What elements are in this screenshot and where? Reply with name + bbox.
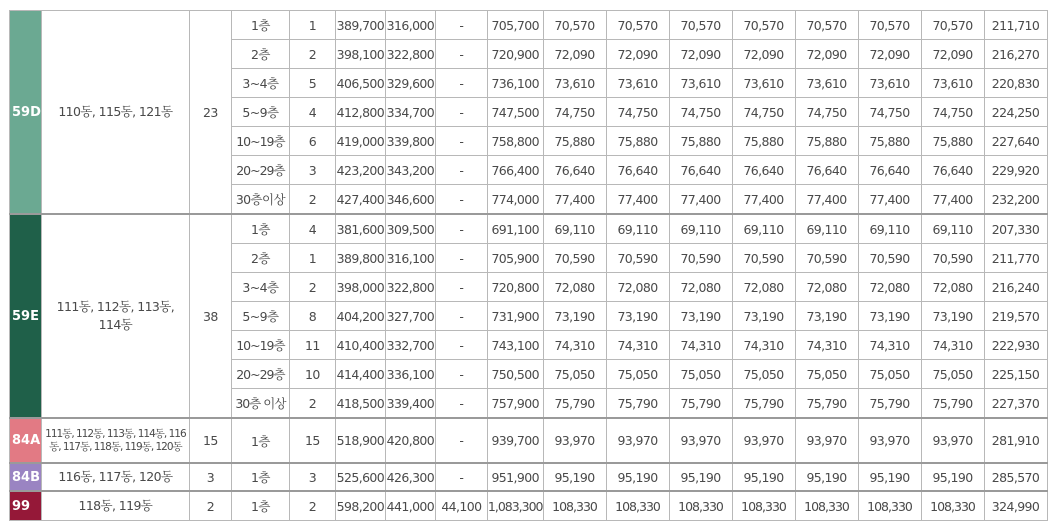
balance-amount: 216,240 (984, 273, 1047, 302)
payment-installment-6: 75,050 (858, 360, 921, 389)
payment-installment-3: 70,570 (669, 11, 732, 40)
payment-installment-7: 69,110 (921, 214, 984, 244)
payment-installment-3: 74,310 (669, 331, 732, 360)
unit-count: 4 (289, 98, 335, 127)
payment-installment-3: 73,610 (669, 69, 732, 98)
amount-col-1: 389,800 (335, 244, 385, 273)
payment-installment-1: 75,880 (543, 127, 606, 156)
payment-installment-6: 74,750 (858, 98, 921, 127)
amount-total: 691,100 (487, 214, 543, 244)
payment-installment-1: 69,110 (543, 214, 606, 244)
payment-installment-4: 75,790 (732, 389, 795, 419)
balance-amount: 224,250 (984, 98, 1047, 127)
amount-col-2: 334,700 (385, 98, 435, 127)
table-row (10, 418, 1048, 463)
payment-installment-1: 73,610 (543, 69, 606, 98)
payment-installment-5: 75,790 (795, 389, 858, 419)
payment-installment-7: 75,790 (921, 389, 984, 419)
amount-total: 774,000 (487, 185, 543, 215)
payment-installment-4: 75,880 (732, 127, 795, 156)
amount-col-1: 598,200 (335, 491, 385, 521)
payment-installment-4: 74,750 (732, 98, 795, 127)
payment-installment-6: 72,080 (858, 273, 921, 302)
payment-installment-7: 77,400 (921, 185, 984, 215)
amount-col-3: - (435, 127, 487, 156)
amount-col-3: 44,100 (435, 491, 487, 521)
amount-col-2: 332,700 (385, 331, 435, 360)
payment-installment-5: 93,970 (795, 418, 858, 463)
amount-col-1: 518,900 (335, 418, 385, 463)
amount-col-2: 336,100 (385, 360, 435, 389)
dong-list: 116동, 117동, 120동 (41, 463, 189, 491)
floor-range: 2층 (231, 244, 289, 273)
payment-installment-6: 72,090 (858, 40, 921, 69)
payment-installment-4: 95,190 (732, 463, 795, 491)
payment-installment-1: 95,190 (543, 463, 606, 491)
amount-total: 757,900 (487, 389, 543, 419)
floor-range: 5~9층 (231, 98, 289, 127)
payment-installment-4: 75,050 (732, 360, 795, 389)
amount-col-3: - (435, 244, 487, 273)
payment-installment-6: 95,190 (858, 463, 921, 491)
payment-installment-3: 72,090 (669, 40, 732, 69)
amount-total: 1,083,300 (487, 491, 543, 521)
payment-installment-4: 73,190 (732, 302, 795, 331)
payment-installment-7: 74,310 (921, 331, 984, 360)
payment-installment-5: 73,190 (795, 302, 858, 331)
floor-range: 5~9층 (231, 302, 289, 331)
amount-col-2: 316,000 (385, 11, 435, 40)
amount-total: 758,800 (487, 127, 543, 156)
floor-range: 30층이상 (231, 185, 289, 215)
payment-installment-3: 77,400 (669, 185, 732, 215)
amount-total: 736,100 (487, 69, 543, 98)
payment-installment-6: 69,110 (858, 214, 921, 244)
payment-installment-5: 72,090 (795, 40, 858, 69)
balance-amount: 285,570 (984, 463, 1047, 491)
payment-installment-5: 76,640 (795, 156, 858, 185)
payment-installment-3: 95,190 (669, 463, 732, 491)
balance-amount: 324,990 (984, 491, 1047, 521)
amount-total: 705,900 (487, 244, 543, 273)
floor-range: 10~19층 (231, 331, 289, 360)
payment-installment-4: 76,640 (732, 156, 795, 185)
amount-col-2: 322,800 (385, 273, 435, 302)
amount-col-1: 389,700 (335, 11, 385, 40)
floor-range: 1층 (231, 11, 289, 40)
payment-installment-5: 73,610 (795, 69, 858, 98)
amount-col-1: 423,200 (335, 156, 385, 185)
unit-type-badge: 84B (10, 463, 42, 491)
payment-installment-3: 108,330 (669, 491, 732, 521)
unit-count: 8 (289, 302, 335, 331)
payment-installment-1: 72,080 (543, 273, 606, 302)
unit-total: 2 (189, 491, 231, 521)
amount-total: 720,800 (487, 273, 543, 302)
payment-installment-5: 70,590 (795, 244, 858, 273)
amount-col-1: 410,400 (335, 331, 385, 360)
payment-installment-1: 70,590 (543, 244, 606, 273)
unit-count: 2 (289, 273, 335, 302)
amount-total: 766,400 (487, 156, 543, 185)
payment-installment-1: 108,330 (543, 491, 606, 521)
floor-range: 2층 (231, 40, 289, 69)
price-table-body (10, 11, 1048, 521)
payment-installment-7: 70,590 (921, 244, 984, 273)
unit-total: 15 (189, 418, 231, 463)
amount-col-2: 343,200 (385, 156, 435, 185)
payment-installment-6: 70,590 (858, 244, 921, 273)
payment-installment-6: 75,790 (858, 389, 921, 419)
unit-count: 15 (289, 418, 335, 463)
amount-col-2: 420,800 (385, 418, 435, 463)
unit-total: 23 (189, 11, 231, 215)
amount-col-1: 414,400 (335, 360, 385, 389)
unit-count: 11 (289, 331, 335, 360)
payment-installment-2: 75,050 (606, 360, 669, 389)
dong-list: 111동, 112동, 113동, 114동, 116동, 117동, 118동, 119동, 120동 (41, 418, 189, 463)
amount-total: 705,700 (487, 11, 543, 40)
amount-col-3: - (435, 331, 487, 360)
payment-installment-1: 72,090 (543, 40, 606, 69)
payment-installment-3: 72,080 (669, 273, 732, 302)
unit-count: 5 (289, 69, 335, 98)
unit-count: 6 (289, 127, 335, 156)
floor-range: 10~19층 (231, 127, 289, 156)
table-row (10, 11, 1048, 40)
balance-amount: 207,330 (984, 214, 1047, 244)
amount-col-3: - (435, 463, 487, 491)
payment-installment-3: 74,750 (669, 98, 732, 127)
payment-installment-7: 70,570 (921, 11, 984, 40)
payment-installment-3: 73,190 (669, 302, 732, 331)
payment-installment-6: 70,570 (858, 11, 921, 40)
payment-installment-1: 75,050 (543, 360, 606, 389)
unit-count: 2 (289, 40, 335, 69)
unit-type-badge: 99 (10, 491, 42, 521)
payment-installment-5: 72,080 (795, 273, 858, 302)
payment-installment-7: 75,880 (921, 127, 984, 156)
balance-amount: 225,150 (984, 360, 1047, 389)
amount-col-2: 339,800 (385, 127, 435, 156)
amount-col-3: - (435, 360, 487, 389)
payment-installment-2: 77,400 (606, 185, 669, 215)
payment-installment-7: 75,050 (921, 360, 984, 389)
amount-col-2: 309,500 (385, 214, 435, 244)
payment-installment-4: 93,970 (732, 418, 795, 463)
amount-col-1: 398,000 (335, 273, 385, 302)
balance-amount: 222,930 (984, 331, 1047, 360)
payment-installment-5: 74,750 (795, 98, 858, 127)
amount-col-3: - (435, 156, 487, 185)
amount-total: 939,700 (487, 418, 543, 463)
payment-installment-7: 93,970 (921, 418, 984, 463)
payment-installment-7: 108,330 (921, 491, 984, 521)
amount-col-3: - (435, 98, 487, 127)
amount-col-2: 426,300 (385, 463, 435, 491)
payment-installment-4: 70,590 (732, 244, 795, 273)
balance-amount: 229,920 (984, 156, 1047, 185)
floor-range: 20~29층 (231, 360, 289, 389)
balance-amount: 219,570 (984, 302, 1047, 331)
balance-amount: 227,640 (984, 127, 1047, 156)
payment-installment-1: 74,750 (543, 98, 606, 127)
table-row (10, 491, 1048, 521)
unit-count: 4 (289, 214, 335, 244)
payment-installment-3: 70,590 (669, 244, 732, 273)
unit-total: 3 (189, 463, 231, 491)
payment-installment-3: 93,970 (669, 418, 732, 463)
amount-col-3: - (435, 302, 487, 331)
payment-installment-5: 75,050 (795, 360, 858, 389)
payment-installment-2: 73,190 (606, 302, 669, 331)
payment-installment-5: 69,110 (795, 214, 858, 244)
payment-installment-6: 75,880 (858, 127, 921, 156)
payment-installment-2: 69,110 (606, 214, 669, 244)
payment-installment-6: 93,970 (858, 418, 921, 463)
amount-col-3: - (435, 40, 487, 69)
payment-installment-4: 73,610 (732, 69, 795, 98)
payment-installment-2: 74,750 (606, 98, 669, 127)
balance-amount: 211,710 (984, 11, 1047, 40)
payment-installment-7: 72,080 (921, 273, 984, 302)
payment-installment-4: 72,080 (732, 273, 795, 302)
payment-installment-7: 74,750 (921, 98, 984, 127)
amount-col-2: 316,100 (385, 244, 435, 273)
amount-col-1: 404,200 (335, 302, 385, 331)
balance-amount: 216,270 (984, 40, 1047, 69)
amount-col-3: - (435, 418, 487, 463)
payment-installment-7: 76,640 (921, 156, 984, 185)
payment-installment-4: 74,310 (732, 331, 795, 360)
amount-col-3: - (435, 185, 487, 215)
payment-installment-1: 70,570 (543, 11, 606, 40)
payment-installment-4: 70,570 (732, 11, 795, 40)
payment-installment-2: 75,880 (606, 127, 669, 156)
payment-installment-6: 77,400 (858, 185, 921, 215)
payment-installment-7: 73,190 (921, 302, 984, 331)
unit-type-badge: 84A (10, 418, 42, 463)
amount-total: 747,500 (487, 98, 543, 127)
unit-count: 10 (289, 360, 335, 389)
balance-amount: 232,200 (984, 185, 1047, 215)
amount-total: 731,900 (487, 302, 543, 331)
floor-range: 1층 (231, 463, 289, 491)
dong-list: 110동, 115동, 121동 (41, 11, 189, 215)
payment-installment-5: 70,570 (795, 11, 858, 40)
payment-installment-3: 75,880 (669, 127, 732, 156)
payment-installment-5: 108,330 (795, 491, 858, 521)
floor-range: 20~29층 (231, 156, 289, 185)
amount-col-2: 346,600 (385, 185, 435, 215)
payment-installment-4: 69,110 (732, 214, 795, 244)
payment-installment-2: 75,790 (606, 389, 669, 419)
payment-installment-5: 77,400 (795, 185, 858, 215)
amount-total: 743,100 (487, 331, 543, 360)
unit-type-badge: 59D (10, 11, 42, 215)
balance-amount: 227,370 (984, 389, 1047, 419)
payment-installment-1: 77,400 (543, 185, 606, 215)
dong-list: 111동, 112동, 113동, 114동 (41, 214, 189, 418)
payment-installment-3: 69,110 (669, 214, 732, 244)
unit-count: 1 (289, 244, 335, 273)
unit-count: 3 (289, 463, 335, 491)
amount-col-1: 406,500 (335, 69, 385, 98)
unit-count: 3 (289, 156, 335, 185)
payment-installment-1: 73,190 (543, 302, 606, 331)
payment-installment-4: 72,090 (732, 40, 795, 69)
payment-installment-2: 70,590 (606, 244, 669, 273)
payment-installment-3: 76,640 (669, 156, 732, 185)
amount-col-3: - (435, 273, 487, 302)
floor-range: 3~4층 (231, 273, 289, 302)
payment-installment-2: 74,310 (606, 331, 669, 360)
amount-col-1: 427,400 (335, 185, 385, 215)
amount-total: 720,900 (487, 40, 543, 69)
payment-installment-7: 95,190 (921, 463, 984, 491)
payment-installment-6: 76,640 (858, 156, 921, 185)
payment-installment-2: 76,640 (606, 156, 669, 185)
amount-col-2: 339,400 (385, 389, 435, 419)
amount-col-3: - (435, 11, 487, 40)
unit-count: 2 (289, 185, 335, 215)
payment-installment-2: 72,080 (606, 273, 669, 302)
floor-range: 1층 (231, 214, 289, 244)
unit-count: 1 (289, 11, 335, 40)
payment-installment-6: 73,610 (858, 69, 921, 98)
payment-installment-2: 72,090 (606, 40, 669, 69)
payment-installment-6: 73,190 (858, 302, 921, 331)
amount-col-2: 441,000 (385, 491, 435, 521)
amount-col-2: 329,600 (385, 69, 435, 98)
floor-range: 30층 이상 (231, 389, 289, 419)
price-table (9, 10, 1048, 521)
payment-installment-2: 108,330 (606, 491, 669, 521)
amount-col-1: 412,800 (335, 98, 385, 127)
amount-total: 750,500 (487, 360, 543, 389)
floor-range: 1층 (231, 491, 289, 521)
balance-amount: 220,830 (984, 69, 1047, 98)
payment-installment-5: 95,190 (795, 463, 858, 491)
payment-installment-6: 108,330 (858, 491, 921, 521)
payment-installment-5: 75,880 (795, 127, 858, 156)
unit-type-badge: 59E (10, 214, 42, 418)
payment-installment-6: 74,310 (858, 331, 921, 360)
amount-col-2: 327,700 (385, 302, 435, 331)
payment-installment-2: 93,970 (606, 418, 669, 463)
payment-installment-3: 75,050 (669, 360, 732, 389)
payment-installment-1: 93,970 (543, 418, 606, 463)
amount-col-1: 381,600 (335, 214, 385, 244)
unit-total: 38 (189, 214, 231, 418)
payment-installment-1: 75,790 (543, 389, 606, 419)
table-row (10, 463, 1048, 491)
payment-installment-1: 76,640 (543, 156, 606, 185)
payment-installment-2: 73,610 (606, 69, 669, 98)
dong-list: 118동, 119동 (41, 491, 189, 521)
amount-col-3: - (435, 389, 487, 419)
amount-col-1: 419,000 (335, 127, 385, 156)
amount-col-1: 398,100 (335, 40, 385, 69)
payment-installment-3: 75,790 (669, 389, 732, 419)
payment-installment-4: 77,400 (732, 185, 795, 215)
price-table-wrapper (9, 10, 1048, 521)
amount-col-3: - (435, 214, 487, 244)
table-row (10, 214, 1048, 244)
unit-count: 2 (289, 491, 335, 521)
payment-installment-2: 70,570 (606, 11, 669, 40)
amount-col-1: 418,500 (335, 389, 385, 419)
payment-installment-7: 72,090 (921, 40, 984, 69)
amount-col-2: 322,800 (385, 40, 435, 69)
payment-installment-5: 74,310 (795, 331, 858, 360)
payment-installment-7: 73,610 (921, 69, 984, 98)
unit-count: 2 (289, 389, 335, 419)
amount-total: 951,900 (487, 463, 543, 491)
payment-installment-4: 108,330 (732, 491, 795, 521)
payment-installment-1: 74,310 (543, 331, 606, 360)
payment-installment-2: 95,190 (606, 463, 669, 491)
floor-range: 1층 (231, 418, 289, 463)
amount-col-3: - (435, 69, 487, 98)
floor-range: 3~4층 (231, 69, 289, 98)
balance-amount: 211,770 (984, 244, 1047, 273)
amount-col-1: 525,600 (335, 463, 385, 491)
balance-amount: 281,910 (984, 418, 1047, 463)
